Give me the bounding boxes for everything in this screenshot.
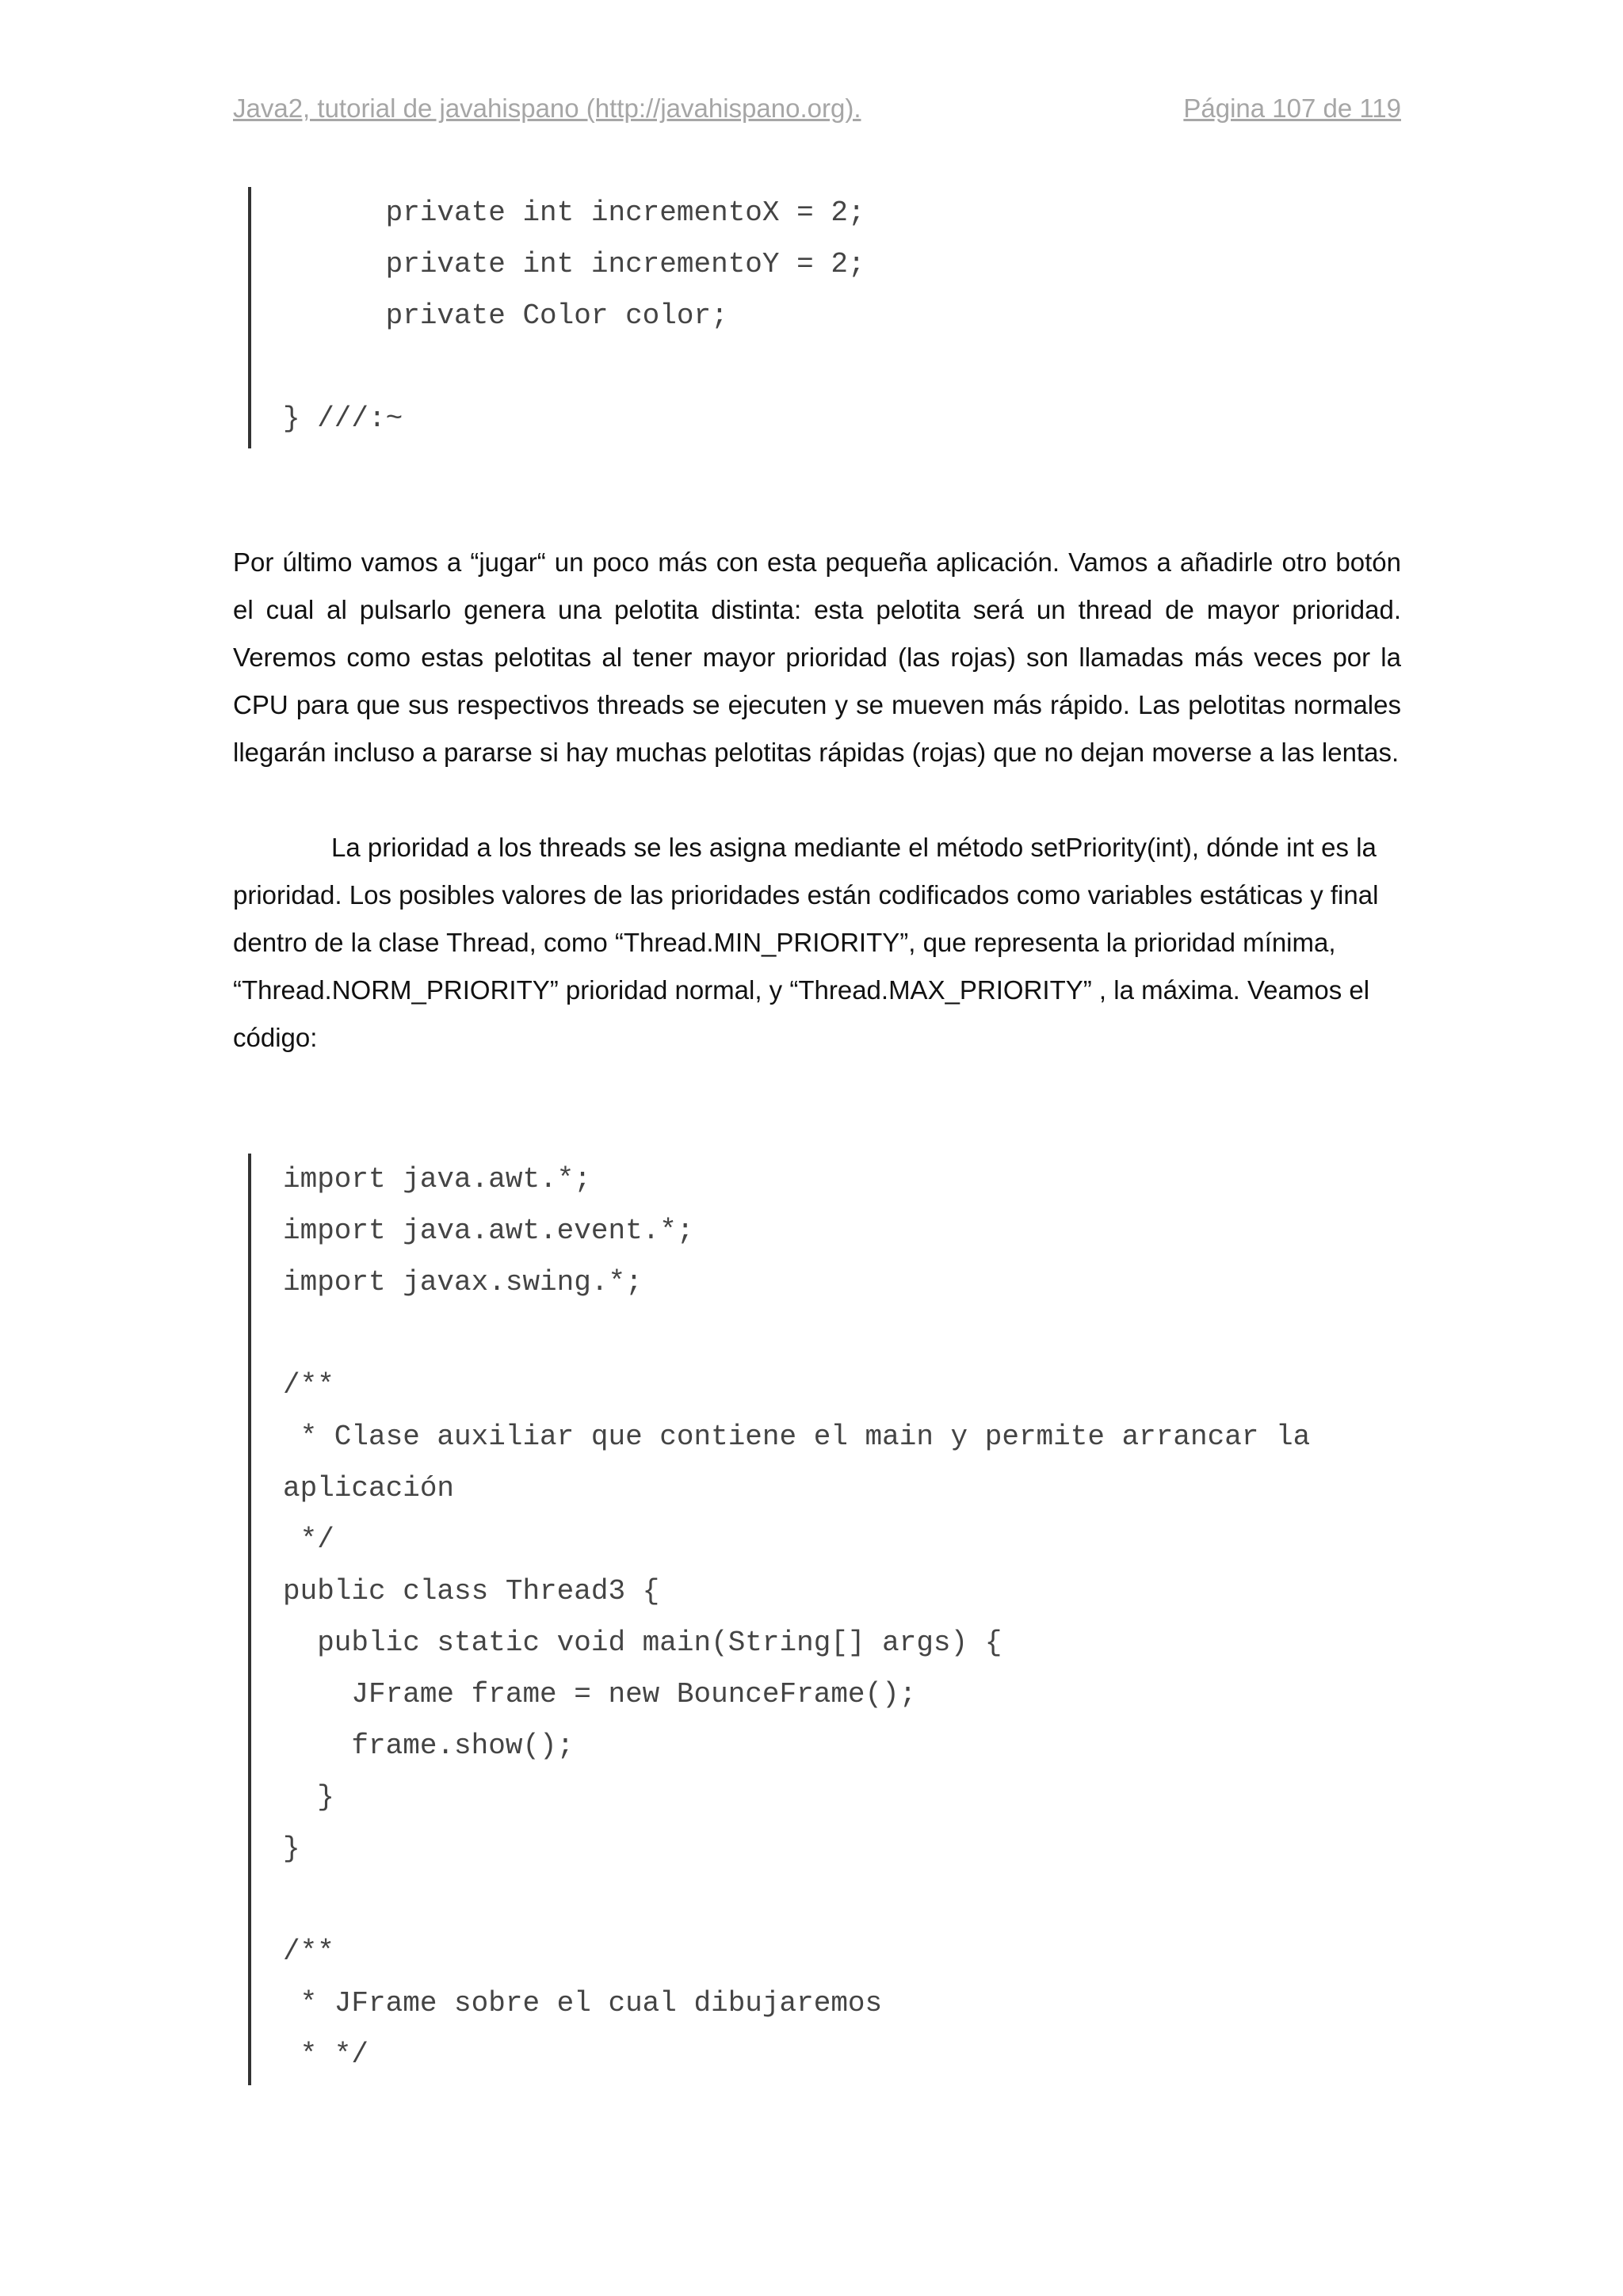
code-line: }	[283, 1833, 300, 1865]
header-title: Java2, tutorial de javahispano (http://javahispano.org).	[233, 93, 861, 123]
code-line: private int incrementoY = 2;	[283, 248, 865, 280]
code-line	[283, 341, 865, 393]
code-line: private int incrementoX = 2;	[283, 196, 865, 229]
code-line: JFrame frame = new BounceFrame();	[283, 1678, 917, 1711]
code-line: public class Thread3 {	[283, 1575, 660, 1608]
code-line	[283, 1308, 1310, 1360]
code-line: } ///:~	[283, 402, 403, 435]
page-header	[233, 93, 1401, 133]
code-line	[283, 1875, 1310, 1926]
body-paragraph-1: Por último vamos a “jugar“ un poco más con esta pequeña aplicación. Vamos a añadirle otro botón el cual al pulsarlo genera una pelotita distinta: esta pelotita será un thread de mayor prioridad. Veremos como estas pelotitas al tener mayor prioridad (las rojas) son llamadas más veces por la CPU para que sus respectivos threads se ejecuten y se mueven más rápido. Las pelotitas normales llegarán incluso a pararse si hay muchas pelotitas rápidas (rojas) que no dejan moverse a las lentas.	[233, 547, 1401, 767]
code-line: /**	[283, 1369, 334, 1402]
page-number: Página 107 de 119	[1183, 93, 1401, 123]
code-line: }	[283, 1781, 334, 1814]
code-line: */	[283, 1524, 334, 1556]
code-line: private Color color;	[283, 299, 728, 332]
code-line: public static void main(String[] args) {	[283, 1627, 1002, 1659]
code-block-1	[248, 187, 865, 448]
code-line: frame.show();	[283, 1730, 575, 1762]
body-paragraph-2	[233, 824, 1401, 1062]
body-paragraph-2-text: La prioridad a los threads se les asigna mediante el método setPriority(int), dónde int es la prioridad. Los posibles valores de las prioridades están codificados como variables estáticas y final dentro de la clase Thread, como “Thread.MIN_PRIORITY”, que representa la prioridad mínima, “Thread.NORM_PRIORITY” prioridad normal, y “Thread.MAX_PRIORITY” , la máxima. Veamos el código:	[233, 833, 1379, 1052]
code-line: * Clase auxiliar que contiene el main y permite arrancar la	[283, 1421, 1311, 1453]
code-line: aplicación	[283, 1472, 455, 1505]
code-line: import java.awt.*;	[283, 1163, 591, 1196]
code-line: import java.awt.event.*;	[283, 1215, 694, 1247]
code-line: * JFrame sobre el cual dibujaremos	[283, 1987, 883, 2019]
code-line: * */	[283, 2039, 369, 2071]
code-line: import javax.swing.*;	[283, 1266, 643, 1299]
code-line: /**	[283, 1936, 334, 1968]
code-block-2	[248, 1154, 1310, 2085]
